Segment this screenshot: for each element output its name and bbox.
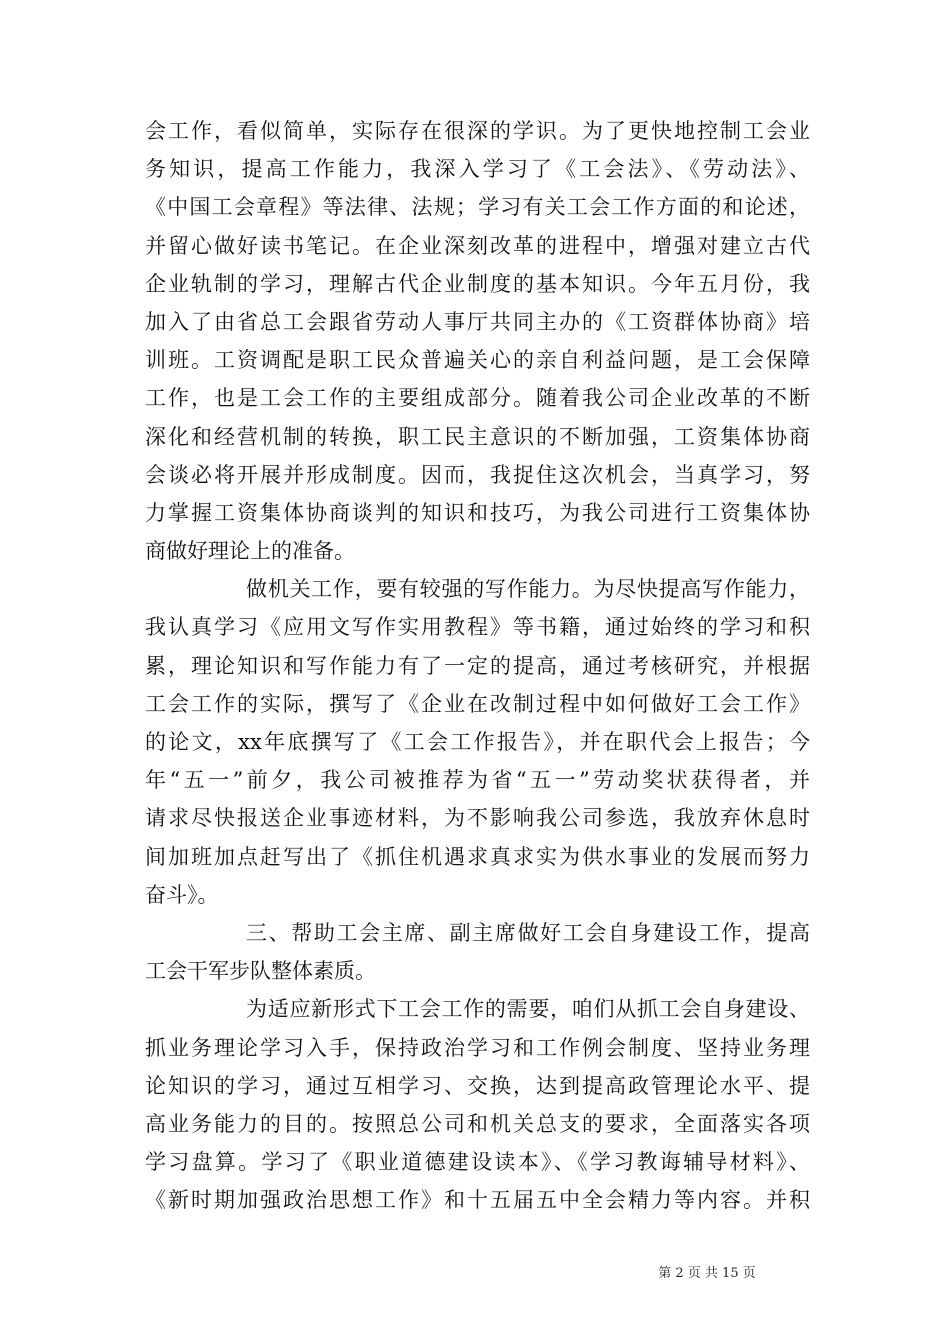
text-line: 为适应新形式下工会工作的需要，咱们从抓工会自身建设、 <box>246 997 810 1022</box>
text-line: 深化和经营机制的转换，职工民主意识的不断加强，工资集体协商 <box>145 424 810 449</box>
paragraph <box>145 914 810 990</box>
page-footer <box>0 1262 950 1281</box>
text-line: 奋斗》。 <box>145 882 219 907</box>
paragraph <box>145 112 810 570</box>
text-line: 抓业务理论学习入手，保持政治学习和工作例会制度、坚持业务理 <box>145 1035 810 1060</box>
text-line: 累，理论知识和写作能力有了一定的提高，通过考核研究，并根据 <box>145 653 810 678</box>
text-line: 的论文，xx年底撰写了《工会工作报告》，并在职代会上报告；今 <box>145 730 810 754</box>
text-line: 我认真学习《应用文写作实用教程》等书籍，通过始终的学习和积 <box>145 615 810 640</box>
text-line: 年“五一”前夕，我公司被推荐为省“五一”劳动奖状获得者，并 <box>145 768 810 793</box>
text-line: 企业轨制的学习，理解古代企业制度的基本知识。今年五月份，我 <box>145 271 810 296</box>
text-line: 《中国工会章程》等法律、法规；学习有关工会工作方面的和论述， <box>145 195 810 220</box>
paragraph <box>145 570 810 914</box>
body-text <box>145 112 810 1219</box>
text-line: 《新时期加强政治思想工作》和十五届五中全会精力等内容。并积 <box>145 1188 810 1213</box>
text-line: 学习盘算。学习了《职业道德建设读本》、《学习教诲辅导材料》、 <box>145 1150 810 1175</box>
text-line: 务知识，提高工作能力，我深入学习了《工会法》、《劳动法》、 <box>145 157 810 182</box>
text-line: 三、帮助工会主席、副主席做好工会自身建设工作，提高 <box>246 920 810 945</box>
text-line: 商做好理论上的准备。 <box>145 539 355 564</box>
text-line: 会工作，看似简单，实际存在很深的学识。为了更快地控制工会业 <box>145 119 810 143</box>
text-line: 并留心做好读书笔记。在企业深刻改革的进程中，增强对建立古代 <box>145 233 810 258</box>
text-line: 工会干军步队整体素质。 <box>145 959 376 984</box>
text-line: 高业务能力的目的。按照总公司和机关总支的要求，全面落实各项 <box>145 1111 810 1136</box>
text-line: 间加班加点赶写出了《抓住机遇求真求实为供水事业的发展而努力 <box>145 844 810 869</box>
text-line: 工作，也是工会工作的主要组成部分。随着我公司企业改革的不断 <box>145 386 810 411</box>
text-line: 请求尽快报送企业事迹材料，为不影响我公司参选，我放弃休息时 <box>145 806 810 831</box>
text-line: 力掌握工资集体协商谈判的知识和技巧，为我公司进行工资集体协 <box>145 500 810 525</box>
text-line: 训班。工资调配是职工民众普遍关心的亲自利益问题，是工会保障 <box>145 348 810 373</box>
text-line: 工会工作的实际，撰写了《企业在改制过程中如何做好工会工作》 <box>145 691 810 716</box>
text-line: 加入了由省总工会跟省劳动人事厅共同主办的《工资群体协商》培 <box>145 309 810 334</box>
text-line: 会谈必将开展并形成制度。因而，我捉住这次机会，当真学习，努 <box>145 462 810 487</box>
paragraph <box>145 990 810 1219</box>
text-line: 论知识的学习，通过互相学习、交换，达到提高政管理论水平、提 <box>145 1073 810 1098</box>
text-line: 做机关工作，要有较强的写作能力。为尽快提高写作能力， <box>246 577 810 602</box>
page-number: 第 2 页 共 15 页 <box>658 1266 756 1281</box>
